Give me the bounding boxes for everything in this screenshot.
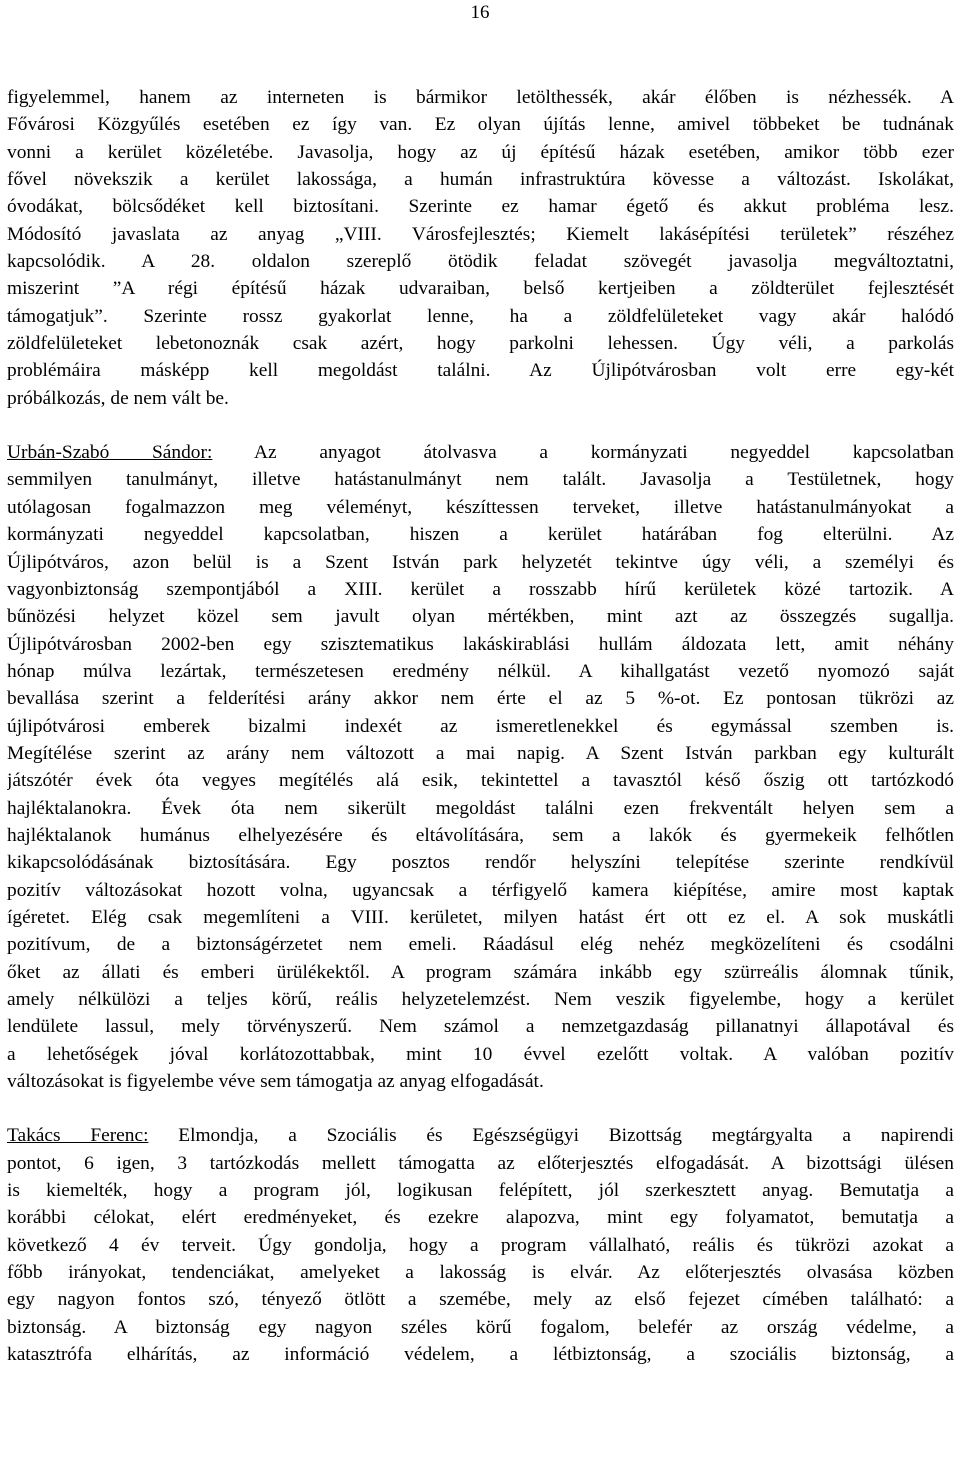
text-line: katasztrófa elhárítás, az információ védelem, a létbiztonság, a szociális biztonság, a [7,1344,954,1366]
text-line: újlipótvárosi emberek bizalmi indexét az ismeretlenekkel és egymással szemben is. [7,715,954,737]
paragraph-gap [7,1095,954,1122]
text-line: óvodákat, bölcsődéket kell biztosítani. Szerinte ez hamar égető és akkut probléma lesz. [7,196,954,218]
text-line: főbb irányokat, tendenciákat, amelyeket a lakosság is elvár. Az előterjesztés olvasása közben [7,1262,954,1284]
paragraph [7,84,954,412]
text-line: biztonság. A biztonság egy nagyon széles körű fogalom, belefér az ország védelme, a [7,1316,954,1338]
text-line: próbálkozás, de nem vált be. [7,387,229,409]
text-line: lendülete lassul, mely törvényszerű. Nem számol a nemzetgazdaság pillanatnyi állapotával és [7,1016,954,1038]
text-line [7,1122,954,1149]
text-line: a lehetőségek jóval korlátozottabbak, mint 10 évvel ezelőtt voltak. A valóban pozitív [7,1043,954,1065]
text-line: kormányzati negyeddel kapcsolatban, hiszen a kerület határában fog elterülni. Az [7,524,954,546]
text-line: játszótér évek óta vegyes megítélés alá esik, tekintettel a tavasztól késő őszig ott tartózkodó [7,770,954,792]
text-line: semmilyen tanulmányt, illetve hatástanulmányt nem talált. Javasolja a Testületnek, hogy [7,469,954,491]
text-line: miszerint ”A régi építésű házak udvaraiban, belső kertjeiben a zöldterület fejlesztését [7,278,954,300]
text-segment: Elmondja, a Szociális és Egészségügyi Bizottság megtárgyalta a napirendi [148,1125,954,1147]
paragraph [7,1122,954,1368]
text-line: zöldfelületeket lebetonoznák csak azért, hogy parkolni lehessen. Úgy véli, a parkolás [7,333,954,355]
text-line: vagyonbiztonság szempontjából a XIII. kerület a rosszabb hírű kerületek közé tartozik. A [7,578,954,600]
text-line: bűnözési helyzet közel sem javult olyan mértékben, mint azt az összegzés sugallja. [7,606,954,628]
text-line: fővel növekszik a kerület lakossága, a humán infrastruktúra kövesse a változást. Iskolákat, [7,169,954,191]
text-line: problémáira másképp kell megoldást találni. Az Újlipótvárosban volt erre egy-két [7,360,954,382]
text-line: Megítélése szerint az arány nem változott a mai napig. A Szent István parkban egy kulturált [7,742,954,764]
text-line: bevallása szerint a felderítési arány akkor nem érte el az 5 %-ot. Ez pontosan tükrözi az [7,688,954,710]
text-line: hajléktalanok humánus elhelyezésére és eltávolítására, sem a lakók és gyermekeik felhőtlen [7,824,954,846]
document-body [7,84,954,1368]
text-line: őket az állati és emberi ürülékektől. A program számára inkább egy szürreális álomnak tűnik, [7,961,954,983]
paragraph-gap [7,412,954,439]
speaker-name: Takács Ferenc: [7,1125,149,1147]
text-line: Újlipótváros, azon belül is a Szent István park helyzetét tekintve úgy véli, a személyi és [7,551,954,573]
text-line: kikapcsolódásának biztosítására. Egy posztos rendőr helyszíni telepítése szerinte rendkívül [7,852,954,874]
text-line: pozitívum, de a biztonságérzetet nem emeli. Ráadásul elég nehéz megközelíteni és csodálni [7,934,954,956]
text-line: Fővárosi Közgyűlés esetében ez így van. Ez olyan újítás lenne, amivel többeket be tudnának [7,114,954,136]
text-segment: Az anyagot átolvasva a kormányzati negyeddel kapcsolatban [212,442,954,464]
text-line: kapcsolódik. A 28. oldalon szereplő ötödik feladat szövegét javasolja megváltoztatni, [7,251,954,273]
paragraph [7,439,954,1095]
text-line: utólagosan fogalmazzon meg véleményt, készíttessen terveket, illetve hatástanulmányokat a [7,496,954,518]
text-line: Módosító javaslata az anyag „VIII. Városfejlesztés; Kiemelt lakásépítési területek” részéhez [7,223,954,245]
text-line: egy nagyon fontos szó, tényező ötlött a szemébe, mely az első fejezet címében található: a [7,1289,954,1311]
text-line: is kiemelték, hogy a program jól, logikusan felépített, jól szerkesztett anyag. Bemutatja a [7,1180,954,1202]
text-line: pozitív változásokat hozott volna, ugyancsak a térfigyelő kamera kiépítése, amire most kaptak [7,879,954,901]
text-line: hónap múlva lezártak, természetesen eredmény nélkül. A kihallgatást vezető nyomozó saját [7,660,954,682]
text-line: változásokat is figyelembe véve sem támogatja az anyag elfogadását. [7,1071,544,1093]
text-line: Újlipótvárosban 2002-ben egy szisztematikus lakáskirablási hullám áldozata lett, amit néhány [7,633,954,655]
text-line: támogatjuk”. Szerinte rossz gyakorlat lenne, ha a zöldfelületeket vagy akár halódó [7,305,954,327]
text-line: pontot, 6 igen, 3 tartózkodás mellett támogatta az előterjesztés elfogadását. A bizottsági ülésen [7,1152,954,1174]
text-line: vonni a kerület közéletébe. Javasolja, hogy az új építésű házak esetében, amikor több ezer [7,141,954,163]
text-line: ígéretet. Elég csak megemlíteni a VIII. kerületet, milyen hatást ért ott ez el. A sok muskátli [7,906,954,928]
text-line: következő 4 év terveit. Úgy gondolja, hogy a program vállalható, reális és tükrözi azokat a [7,1234,954,1256]
text-line [7,439,954,466]
text-line: korábbi célokat, elért eredményeket, és ezekre alapozva, mint egy folyamatot, bemutatja a [7,1207,954,1229]
speaker-name: Urbán-Szabó Sándor: [7,442,213,464]
text-line: hajléktalanokra. Évek óta nem sikerült megoldást találni ezen frekventált helyen sem a [7,797,954,819]
page-number: 16 [470,2,490,23]
text-line: figyelemmel, hanem az interneten is bármikor letölthessék, akár élőben is nézhessék. A [7,87,954,108]
text-line: amely nélkülözi a teljes körű, reális helyzetelemzést. Nem veszik figyelembe, hogy a kerület [7,989,954,1010]
